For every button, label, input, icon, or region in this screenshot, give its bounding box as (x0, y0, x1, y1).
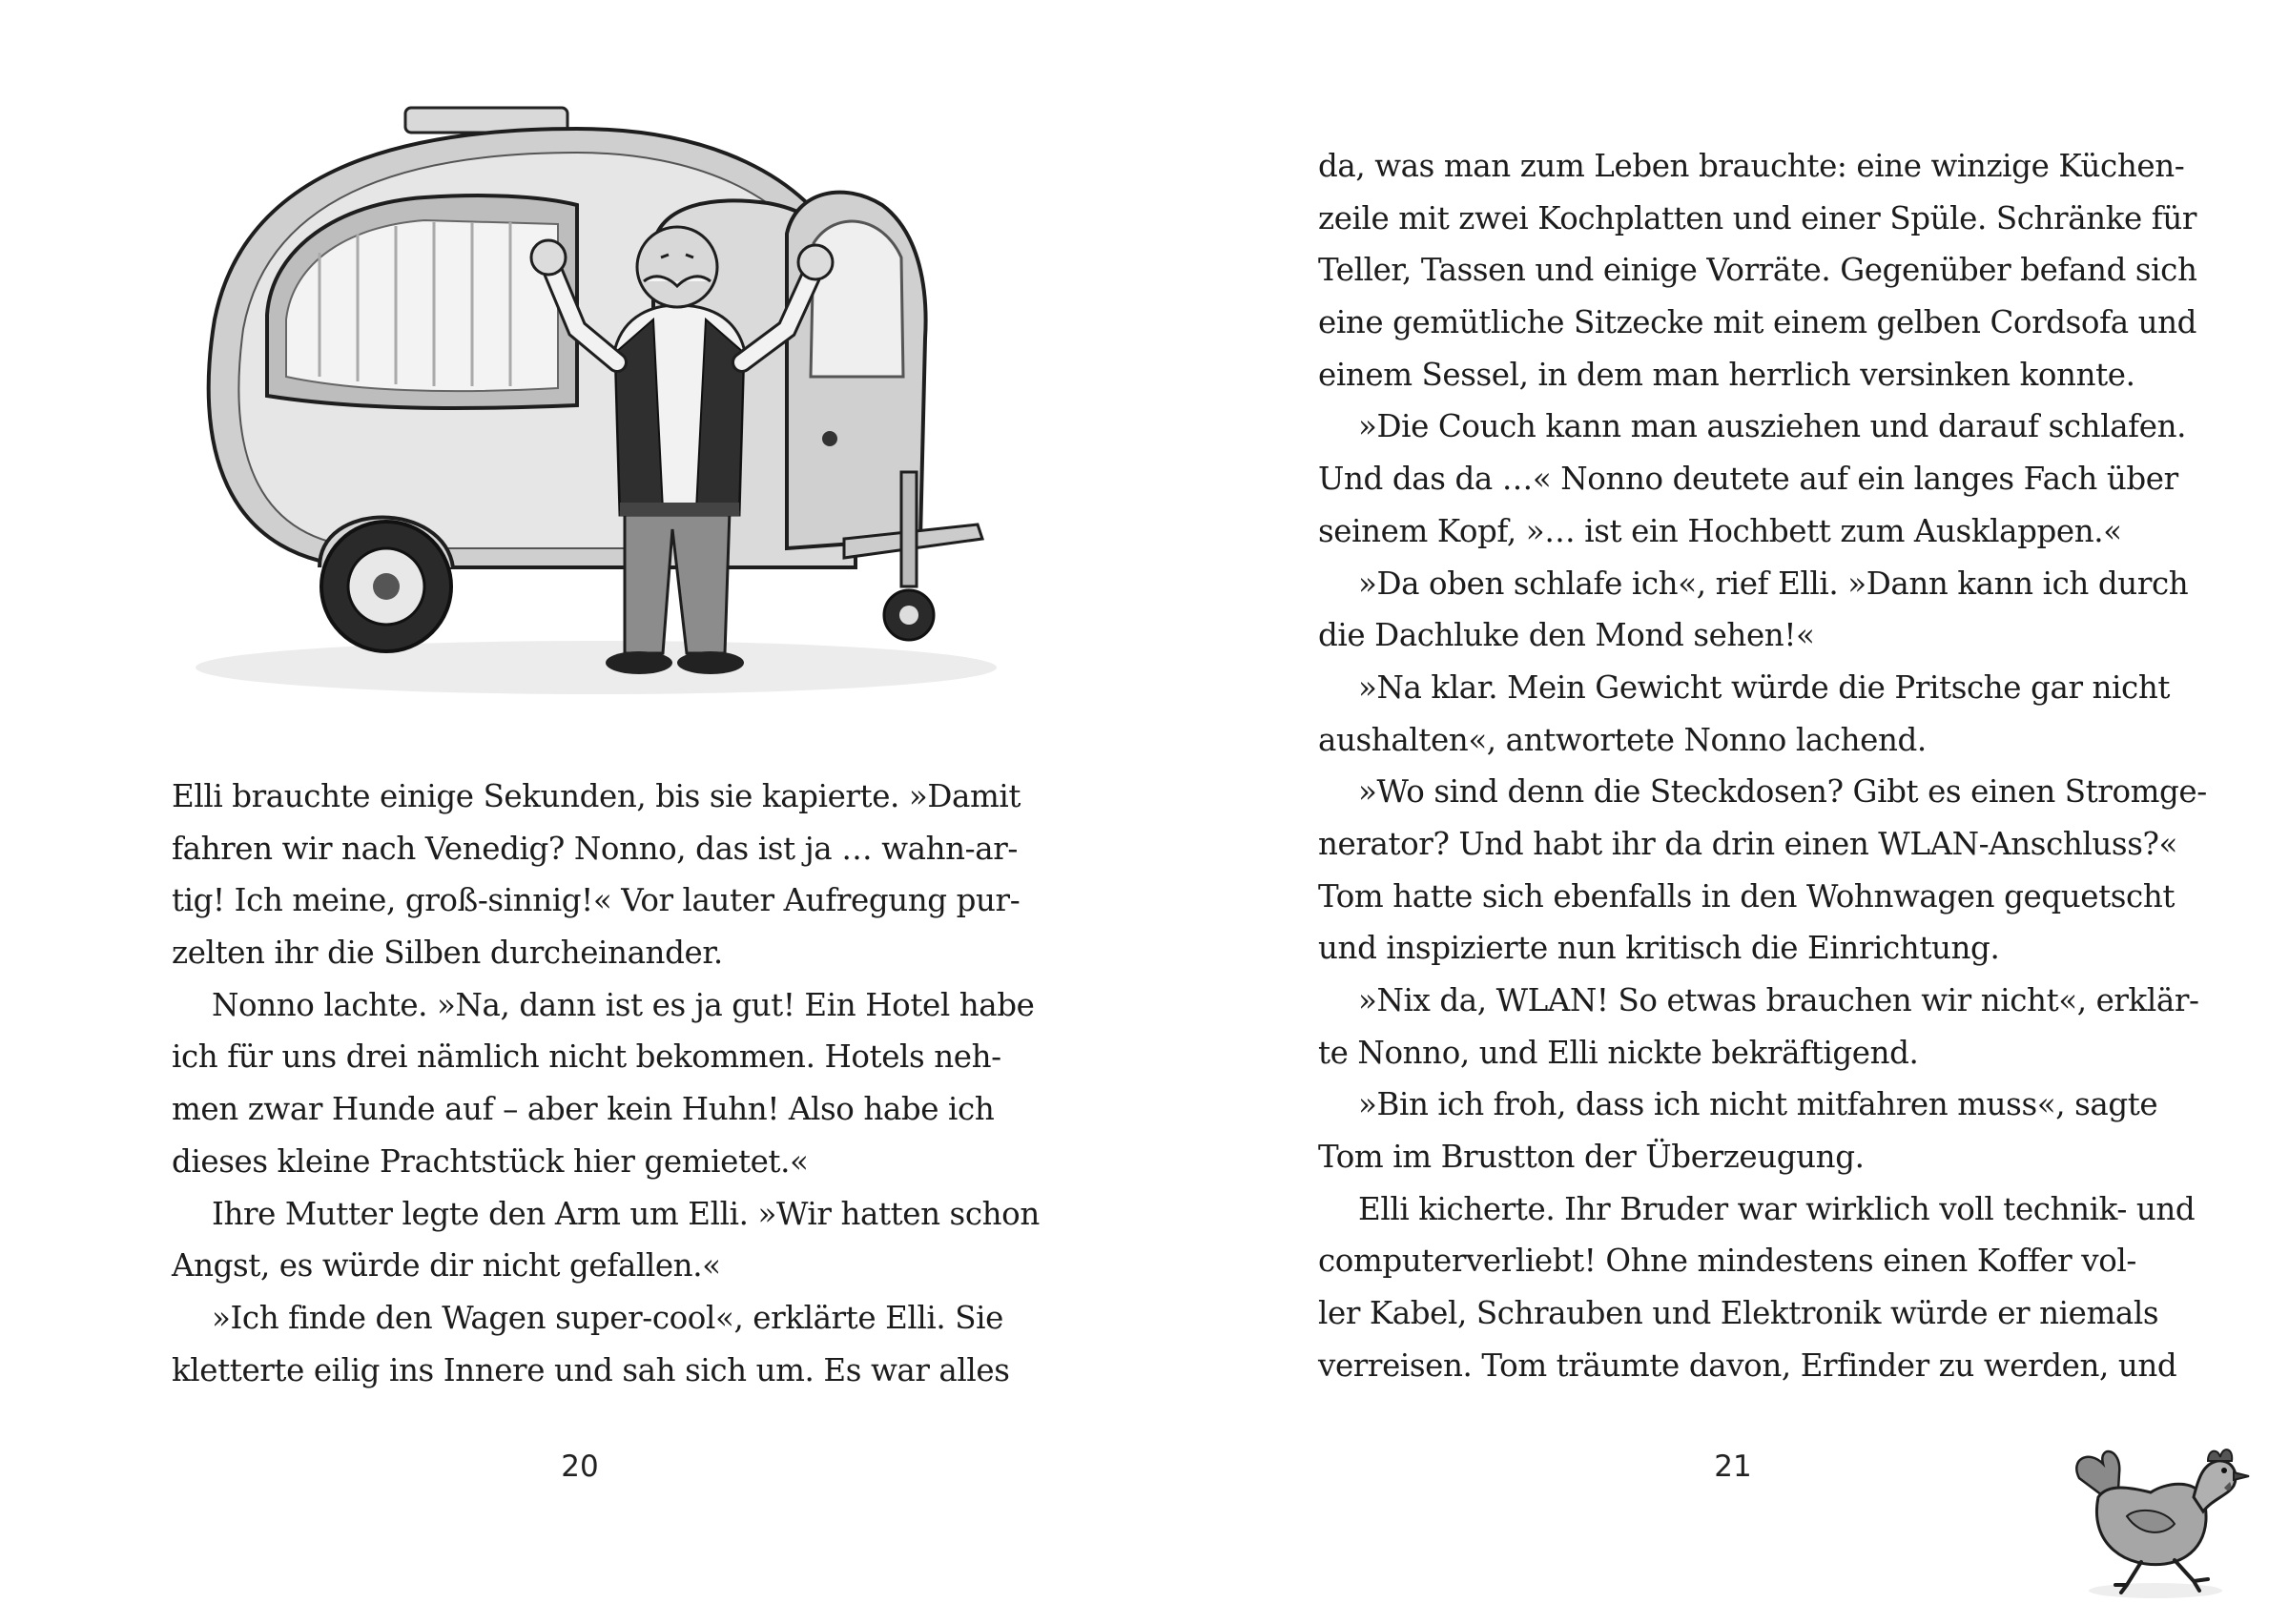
text-line: tig! Ich meine, groß-sinnig!« Vor lauter Aufregung pur- (172, 882, 1021, 919)
text-line: Tom im Brustton der Überzeugung. (1318, 1139, 1865, 1176)
text-line: aushalten«, antwortete Nonno lachend. (1318, 721, 1927, 758)
text-line: Tom hatte sich ebenfalls in den Wohnwagen gequetscht (1318, 877, 2176, 915)
text-line: Ihre Mutter legte den Arm um Elli. »Wir hatten schon (212, 1195, 1040, 1232)
text-line: nerator? Und habt ihr da drin einen WLAN-Anschluss?« (1318, 825, 2177, 862)
text-line: dieses kleine Prachtstück hier gemietet.« (172, 1142, 809, 1180)
text-line: kletterte eilig ins Innere und sah sich um. Es war alles (172, 1351, 1010, 1388)
text-line: eine gemütliche Sitzecke mit einem gelben Cordsofa und (1318, 304, 2197, 341)
caravan-illustration (176, 91, 1025, 720)
text-line: »Wo sind denn die Steckdosen? Gibt es einen Stromge- (1358, 773, 2207, 811)
text-line: computerverliebt! Ohne mindestens einen Koffer vol- (1318, 1243, 2136, 1280)
text-line: ich für uns drei nämlich nicht bekommen. Hotels neh- (172, 1038, 1001, 1076)
text-line: zelten ihr die Silben durcheinander. (172, 935, 723, 972)
text-line: Teller, Tassen und einige Vorräte. Gegenüber befand sich (1318, 252, 2197, 289)
left-page-text (172, 771, 1040, 1396)
text-line: die Dachluke den Mond sehen!« (1318, 617, 1815, 654)
text-line: da, was man zum Leben brauchte: eine winzige Küchen- (1318, 148, 2185, 184)
text-line: »Die Couch kann man ausziehen und darauf schlafen. (1358, 408, 2187, 445)
page-number: 20 (561, 1449, 599, 1484)
left-page (0, 0, 1144, 1624)
text-line: te Nonno, und Elli nickte bekräftigend. (1318, 1034, 1919, 1071)
text-line: »Na klar. Mein Gewicht würde die Pritsche gar nicht (1358, 668, 2171, 706)
text-line: Nonno lachte. »Na, dann ist es ja gut! Ein Hotel habe (212, 986, 1035, 1023)
text-line: »Bin ich froh, dass ich nicht mitfahren muss«, sagte (1358, 1086, 2158, 1123)
text-line: fahren wir nach Venedig? Nonno, das ist ja … wahn-ar- (172, 830, 1018, 867)
text-line: ler Kabel, Schrauben und Elektronik würde er niemals (1318, 1295, 2159, 1332)
right-page (1144, 0, 2289, 1624)
text-line: und inspizierte nun kritisch die Einrichtung. (1318, 930, 2000, 967)
text-line: »Da oben schlafe ich«, rief Elli. »Dann kann ich durch (1358, 565, 2189, 602)
text-line: Und das da …« Nonno deutete auf ein langes Fach über (1318, 461, 2178, 498)
text-line: einem Sessel, in dem man herrlich versinken konnte. (1318, 356, 2135, 393)
text-line: seinem Kopf, »… ist ein Hochbett zum Ausklappen.« (1318, 512, 2122, 549)
right-page-text (1318, 140, 2207, 1392)
text-line: Elli brauchte einige Sekunden, bis sie kapierte. »Damit (172, 778, 1021, 814)
text-line: verreisen. Tom träumte davon, Erfinder zu werden, und (1318, 1346, 2177, 1384)
text-line: »Nix da, WLAN! So etwas brauchen wir nicht«, erklär- (1358, 982, 2199, 1018)
chicken-illustration (2060, 1440, 2251, 1602)
text-line: »Ich finde den Wagen super-cool«, erklärte Elli. Sie (212, 1299, 1003, 1336)
text-line: men zwar Hunde auf – aber kein Huhn! Also habe ich (172, 1091, 995, 1128)
text-line: Angst, es würde dir nicht gefallen.« (172, 1247, 721, 1285)
text-line: zeile mit zwei Kochplatten und einer Spüle. Schränke für (1318, 199, 2197, 236)
page-number: 21 (1714, 1449, 1752, 1484)
text-line: Elli kicherte. Ihr Bruder war wirklich voll technik- und (1358, 1190, 2196, 1227)
